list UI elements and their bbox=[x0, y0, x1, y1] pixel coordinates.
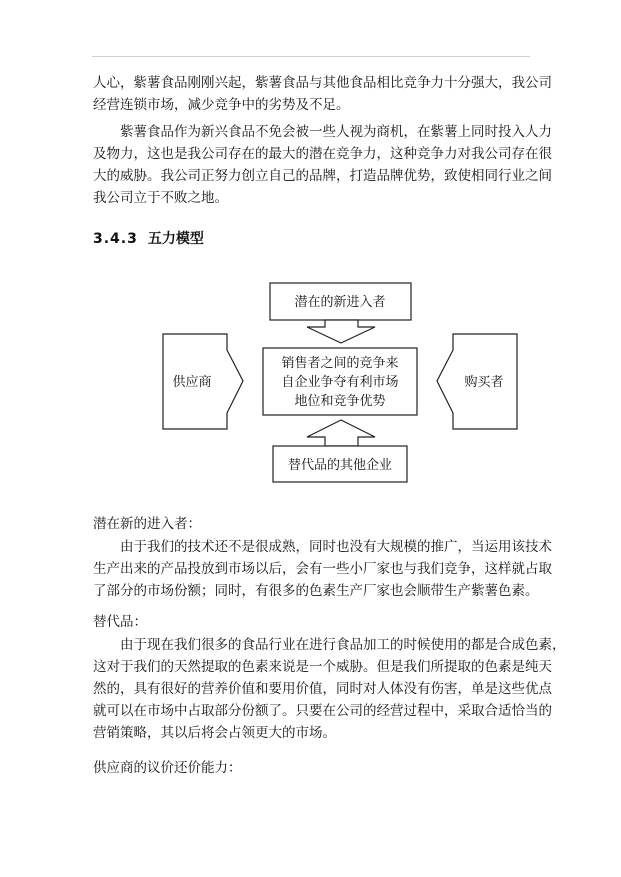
text-line: 就可以在市场中占取部分份额了。只要在公司的经营过程中，采取合适恰当的 bbox=[93, 703, 552, 719]
text-line: 营销策略，其以后将会占领更大的市场。 bbox=[93, 725, 336, 741]
box-substitutes-label: 替代品的其他企业 bbox=[287, 458, 393, 473]
text-line: 了部分的市场份额；同时，有很多的色素生产厂家也会顺带生产紫薯色素。 bbox=[93, 583, 539, 599]
text-line: 由于我们的技术还不是很成熟，同时也没有大规模的推广，当运用该技术 bbox=[120, 539, 552, 555]
box-potential-entrants-label: 潜在的新进入者 bbox=[294, 295, 386, 310]
section-title: 五力模型 bbox=[147, 231, 204, 247]
text-line: 由于现在我们很多的食品行业在进行食品加工的时候使用的都是合成色素， bbox=[120, 637, 566, 653]
substitutes-paragraph bbox=[93, 634, 566, 744]
box-suppliers-label: 供应商 bbox=[172, 375, 212, 390]
substitutes-label: 替代品： bbox=[93, 614, 147, 630]
entrants-label: 潜在新的进入者： bbox=[93, 516, 201, 532]
text-line: 生产出来的产品投放到市场以后，会有一些小厂家也与我们竞争，这样就占取 bbox=[93, 561, 552, 577]
entrants-paragraph bbox=[93, 536, 552, 602]
arrow-up bbox=[307, 420, 375, 446]
text-line: 人心，紫薯食品刚刚兴起，紫薯食品与其他食品相比竞争力十分强大，我公司 bbox=[93, 75, 552, 91]
text-line: 我公司立于不败之地。 bbox=[93, 190, 228, 206]
text-line: 这对于我们的天然提取的色素来说是一个威胁。但是我们所提取的色素是纯天 bbox=[93, 659, 552, 675]
text-line: 然的，具有很好的营养价值和要用价值，同时对人体没有伤害，单是这些优点 bbox=[93, 681, 552, 697]
suppliers-label: 供应商的议价还价能力： bbox=[93, 760, 242, 776]
center-line: 地位和竞争优势 bbox=[294, 394, 386, 409]
text-line: 经营连锁市场，减少竞争中的劣势及不足。 bbox=[93, 97, 350, 113]
section-number: 3.4.3 bbox=[93, 231, 138, 247]
text-line: 大的威胁。我公司正努力创立自己的品牌，打造品牌优势，致使相同行业之间 bbox=[93, 168, 552, 184]
center-line: 销售者之间的竞争来 bbox=[281, 356, 399, 371]
arrow-down bbox=[307, 320, 375, 343]
center-line: 自企业争夺有利市场 bbox=[281, 375, 399, 390]
text-line: 及物力，这也是我公司存在的最大的潜在竞争力，这种竞争力对我公司存在很 bbox=[93, 146, 552, 162]
box-buyers-label: 购买者 bbox=[464, 375, 504, 390]
text-line: 紫薯食品作为新兴食品不免会被一些人视为商机，在紫薯上同时投入人力 bbox=[120, 124, 552, 140]
